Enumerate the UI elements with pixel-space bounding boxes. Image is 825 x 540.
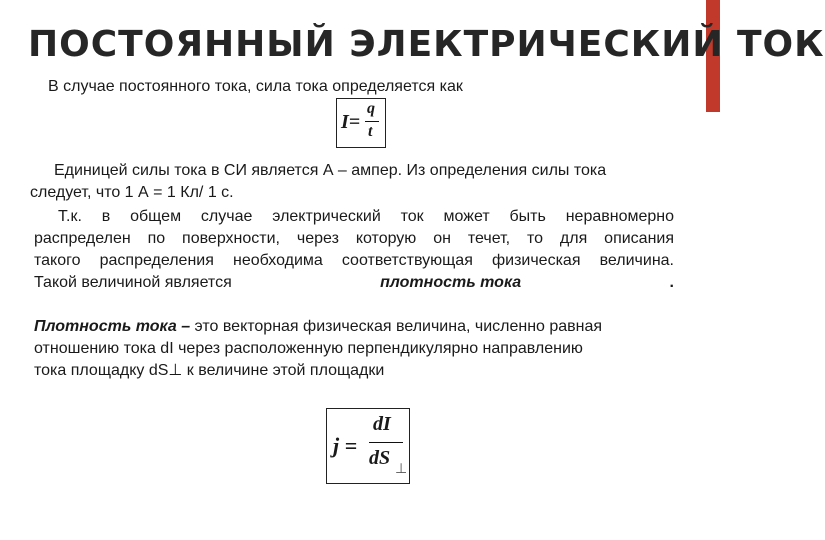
si-unit-text xyxy=(30,160,670,204)
slide-title: ПОСТОЯННЫЙ ЭЛЕКТРИЧЕСКИЙ ТОК xyxy=(28,24,825,65)
definition-line-1-rest: это векторная физическая величина, численно равная xyxy=(190,318,603,335)
formula-density-numerator: dI xyxy=(373,413,391,435)
formula-density-denominator: dS xyxy=(369,447,391,469)
formula-current-lhs: I= xyxy=(341,111,361,133)
definition-line-2: отношению тока dI через расположенную перпендикулярно направлению xyxy=(34,340,583,357)
distribution-text xyxy=(34,206,674,294)
formula-current-numerator: q xyxy=(367,100,375,117)
distribution-line-2: распределен по поверхности, через которую он течет, то для описания xyxy=(34,230,674,247)
formula-density-lhs: j = xyxy=(333,433,358,458)
distribution-line-1: Т.к. в общем случае электрический ток может быть неравномерно xyxy=(58,208,674,225)
intro-text: В случае постоянного тока, сила тока определяется как xyxy=(48,78,463,95)
definition-text xyxy=(34,316,674,382)
distribution-pre: Такой величиной является xyxy=(34,274,232,291)
fraction-bar xyxy=(365,121,379,122)
term-current-density: плотность тока xyxy=(380,274,522,291)
perpendicular-subscript: ⊥ xyxy=(395,462,408,477)
formula-current xyxy=(336,98,386,148)
distribution-line-4 xyxy=(34,272,674,294)
distribution-end: . xyxy=(669,274,674,291)
si-unit-line-1: Единицей силы тока в СИ является А – ампер. Из определения силы тока xyxy=(54,162,607,179)
definition-line-3: тока площадку dS⊥ к величине этой площадки xyxy=(34,362,385,379)
si-unit-line-2: следует, что 1 А = 1 Кл/ 1 с. xyxy=(30,184,234,201)
definition-term: Плотность тока – xyxy=(34,318,191,335)
fraction-bar xyxy=(369,442,403,443)
definition-line-1 xyxy=(34,316,674,338)
formula-current-denominator: t xyxy=(368,123,373,140)
formula-current-density xyxy=(326,408,410,484)
distribution-line-3: такого распределения необходима соответствующая физическая величина. xyxy=(34,252,674,269)
